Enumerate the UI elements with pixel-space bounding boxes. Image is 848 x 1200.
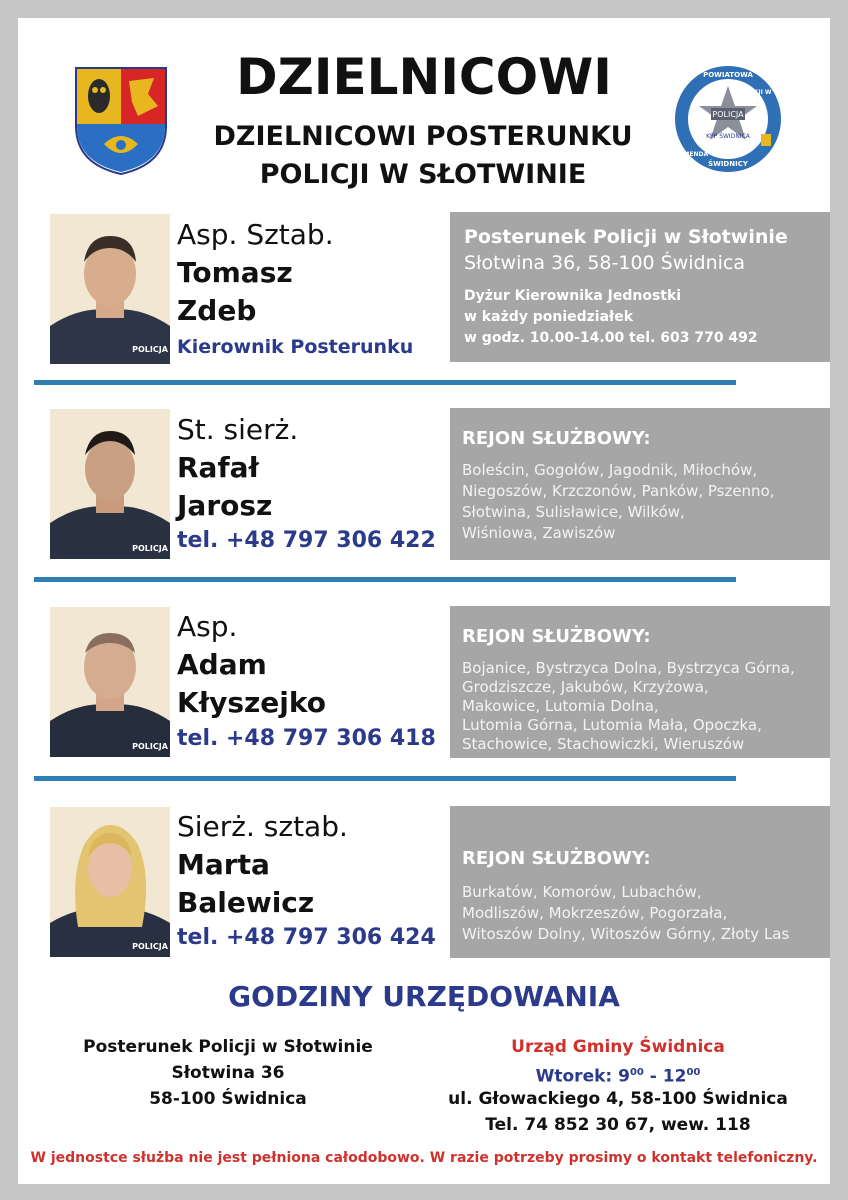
officer-rank: Sierż. sztab. (177, 810, 348, 843)
section-divider (34, 776, 736, 781)
officer-rank: Asp. Sztab. (177, 218, 334, 251)
region-line: Stachowice, Stachowiczki, Wieruszów (462, 735, 745, 753)
region-title: REJON SŁUŻBOWY: (462, 428, 651, 449)
municipality-office-hours: Wtorek: $9^{00} - 12^{00}$ (535, 1066, 701, 1087)
station-hours-name: Posterunek Policji w Słotwinie (83, 1037, 373, 1057)
duty-line-3: w godz. 10.00-14.00 tel. 603 770 492 (464, 330, 758, 346)
region-line: Bojanice, Bystrzyca Dolna, Bystrzyca Górna, (462, 659, 795, 677)
svg-text:POLICJA: POLICJA (132, 544, 168, 553)
region-line: Boleścin, Gogołów, Jagodnik, Miłochów, (462, 461, 758, 479)
police-badge-icon (673, 64, 783, 174)
region-line: Makowice, Lutomia Dolna, (462, 697, 659, 715)
svg-text:POLICJA: POLICJA (712, 110, 744, 119)
svg-text:KOMENDA: KOMENDA (673, 151, 709, 158)
officer-photo-4 (50, 807, 170, 957)
station-address: Słotwina 36, 58-100 Świdnica (464, 252, 746, 274)
station-name: Posterunek Policji w Słotwinie (464, 226, 788, 248)
section-divider (34, 577, 736, 582)
officer-photo-2 (50, 409, 170, 559)
municipality-office-name: Urząd Gminy Świdnica (511, 1037, 725, 1057)
municipality-office-address: ul. Głowackiego 4, 58-100 Świdnica (448, 1089, 788, 1109)
station-info-box (450, 212, 830, 362)
officer-last-name: Jarosz (177, 489, 273, 522)
duty-line-1: Dyżur Kierownika Jednostki (464, 288, 682, 304)
region-line: Modliszów, Mokrzeszów, Pogorzała, (462, 904, 728, 922)
page-subtitle-line2: POLICJI W SŁOTWINIE (259, 159, 587, 190)
svg-text:POLICJI W: POLICJI W (738, 89, 772, 96)
office-hours-title: GODZINY URZĘDOWANIA (228, 980, 620, 1013)
officer-last-name: Kłyszejko (177, 686, 326, 719)
svg-text:POLICJA: POLICJA (132, 345, 168, 354)
station-hours-city: 58-100 Świdnica (149, 1089, 307, 1109)
footer-note: W jednostce służba nie jest pełniona całodobowo. W razie potrzeby prosimy o kontakt telefoniczny. (30, 1150, 818, 1166)
region-line: Niegoszów, Krzczonów, Panków, Pszenno, (462, 482, 775, 500)
officer-role: Kierownik Posterunku (177, 336, 414, 358)
page-title: DZIELNICOWI (236, 48, 612, 106)
section-divider (34, 380, 736, 385)
officer-first-name: Tomasz (177, 256, 293, 289)
svg-text:ŚWIDNICY: ŚWIDNICY (708, 160, 748, 168)
svg-text:KPP ŚWIDNICA: KPP ŚWIDNICA (706, 133, 750, 140)
officer-last-name: Balewicz (177, 886, 315, 919)
officer-last-name: Zdeb (177, 294, 257, 327)
region-line: Słotwina, Sulisławice, Wilków, (462, 503, 685, 521)
region-box-1 (450, 408, 830, 560)
officer-phone: tel. +48 797 306 424 (177, 925, 436, 950)
region-line: Witoszów Dolny, Witoszów Górny, Złoty Las (462, 925, 790, 943)
region-box-3 (450, 806, 830, 958)
station-hours-street: Słotwina 36 (171, 1063, 285, 1083)
officer-first-name: Marta (177, 848, 270, 881)
svg-text:POLICJA: POLICJA (132, 742, 168, 751)
officer-photo-1 (50, 214, 170, 364)
officer-rank: Asp. (177, 610, 238, 643)
poster (18, 18, 830, 1184)
region-line: Grodziszcze, Jakubów, Krzyżowa, (462, 678, 709, 696)
region-line: Burkatów, Komorów, Lubachów, (462, 883, 702, 901)
officer-phone: tel. +48 797 306 422 (177, 528, 436, 553)
municipality-office-phone: Tel. 74 852 30 67, wew. 118 (485, 1115, 751, 1135)
officer-photo-3 (50, 607, 170, 757)
officer-first-name: Rafał (177, 451, 259, 484)
region-box-2 (450, 606, 830, 758)
svg-text:POWIATOWA: POWIATOWA (703, 71, 753, 79)
region-line: Wiśniowa, Zawiszów (462, 524, 616, 542)
svg-text:POLICJA: POLICJA (132, 942, 168, 951)
region-line: Lutomia Górna, Lutomia Mała, Opoczka, (462, 716, 762, 734)
region-title: REJON SŁUŻBOWY: (462, 848, 651, 869)
officer-rank: St. sierż. (177, 413, 299, 446)
region-title: REJON SŁUŻBOWY: (462, 626, 651, 647)
page-subtitle-line1: DZIELNICOWI POSTERUNKU (213, 121, 633, 152)
officer-first-name: Adam (177, 648, 267, 681)
officer-phone: tel. +48 797 306 418 (177, 726, 436, 751)
duty-line-2: w każdy poniedziałek (464, 309, 634, 325)
